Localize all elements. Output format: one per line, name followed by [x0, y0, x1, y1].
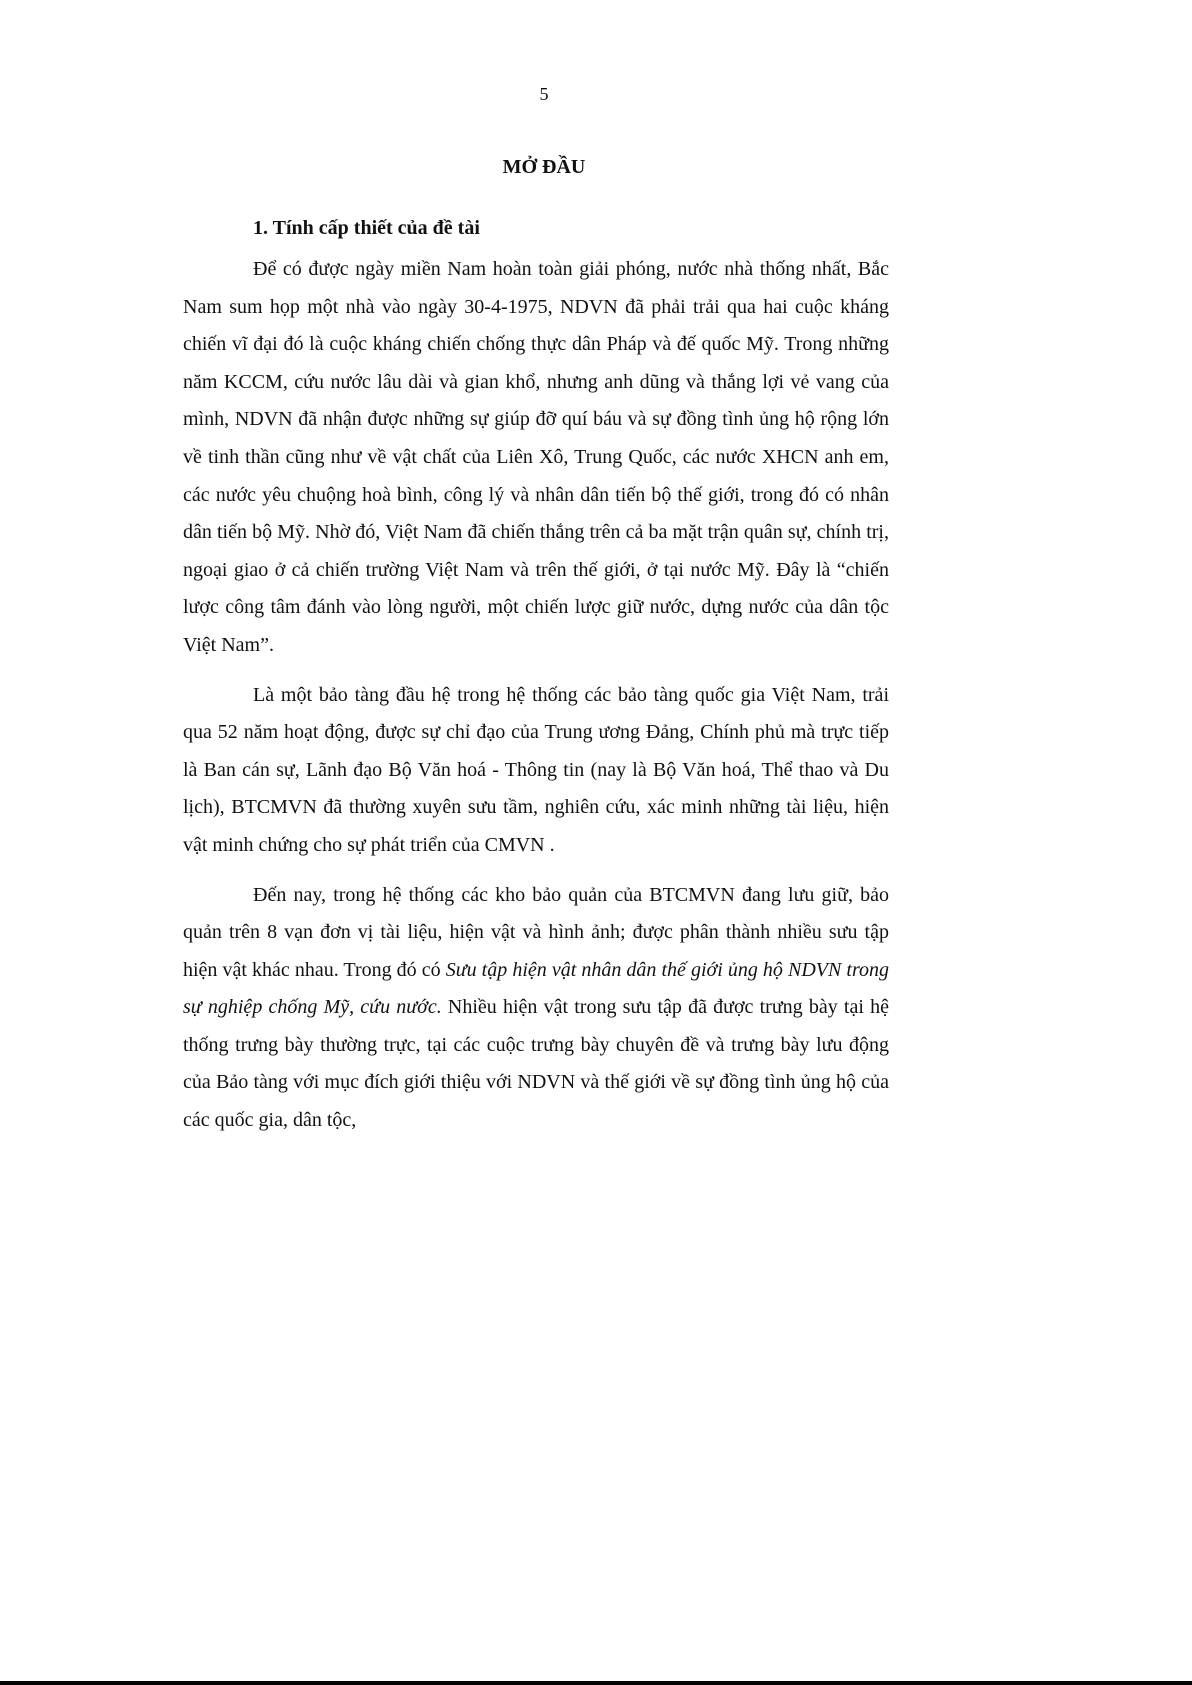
paragraph-3-italic-title: Sưu tập hiện vật nhân dân thế giới ủng hộ NDVN trong sự nghiệp chống Mỹ, cứu nước.	[183, 958, 889, 1019]
paragraph-1: Để có được ngày miền Nam hoàn toàn giải phóng, nước nhà thống nhất, Bắc Nam sum họp một nhà vào ngày 30-4-1975, NDVN đã phải trải qua hai cuộc kháng chiến vĩ đại đó là cuộc kháng chiến chống thực dân Pháp và đế quốc Mỹ. Trong những năm KCCM, cứu nước lâu dài và gian khổ, nhưng anh dũng và thắng lợi vẻ vang của mình, NDVN đã nhận được những sự giúp đỡ quí báu và sự đồng tình ủng hộ rộng lớn về tinh thần cũng như về vật chất của Liên Xô, Trung Quốc, các nước XHCN anh em, các nước yêu chuộng hoà bình, công lý và nhân dân tiến bộ thế giới, trong đó có nhân dân tiến bộ Mỹ. Nhờ đó, Việt Nam đã chiến thắng trên cả ba mặt trận quân sự, chính trị, ngoại giao ở cả chiến trường Việt Nam và trên thế giới, ở tại nước Mỹ. Đây là “chiến lược công tâm đánh vào lòng người, một chiến lược giữ nước, dựng nước của dân tộc Việt Nam”.	[183, 258, 889, 656]
bottom-edge-line	[0, 1681, 1192, 1685]
section-heading: 1. Tính cấp thiết của đề tài	[253, 217, 480, 239]
paragraph-3-text-end: Nhiều hiện vật trong sưu tập đã được trưng bày tại hệ thống trưng bày thường trực, tại các cuộc trưng bày chuyên đề và trưng bày lưu động của Bảo tàng với mục đích giới thiệu với NDVN và thế giới về sự đồng tình ủng hộ của các quốc gia, dân tộc,	[183, 996, 889, 1132]
paragraph-3-text-start: Đến nay, trong hệ thống các kho bảo quản của BTCMVN đang lưu giữ, bảo quản trên 8 vạn đơn vị tài liệu, hiện vật và hình ảnh; được phân thành nhiều sưu tập hiện vật khác nhau. Trong đó có	[183, 883, 889, 981]
page-title: MỞ ĐẦU	[502, 156, 586, 178]
paragraph-3	[183, 877, 889, 1140]
paragraph-2: Là một bảo tàng đầu hệ trong hệ thống các bảo tàng quốc gia Việt Nam, trải qua 52 năm hoạt động, được sự chỉ đạo của Trung ương Đảng, Chính phủ mà trực tiếp là Ban cán sự, Lãnh đạo Bộ Văn hoá - Thông tin (nay là Bộ Văn hoá, Thể thao và Du lịch), BTCMVN đã thường xuyên sưu tầm, nghiên cứu, xác minh những tài liệu, hiện vật minh chứng cho sự phát triển của CMVN .	[183, 683, 889, 856]
document-body	[183, 213, 889, 1152]
page-number: 5	[539, 84, 549, 104]
